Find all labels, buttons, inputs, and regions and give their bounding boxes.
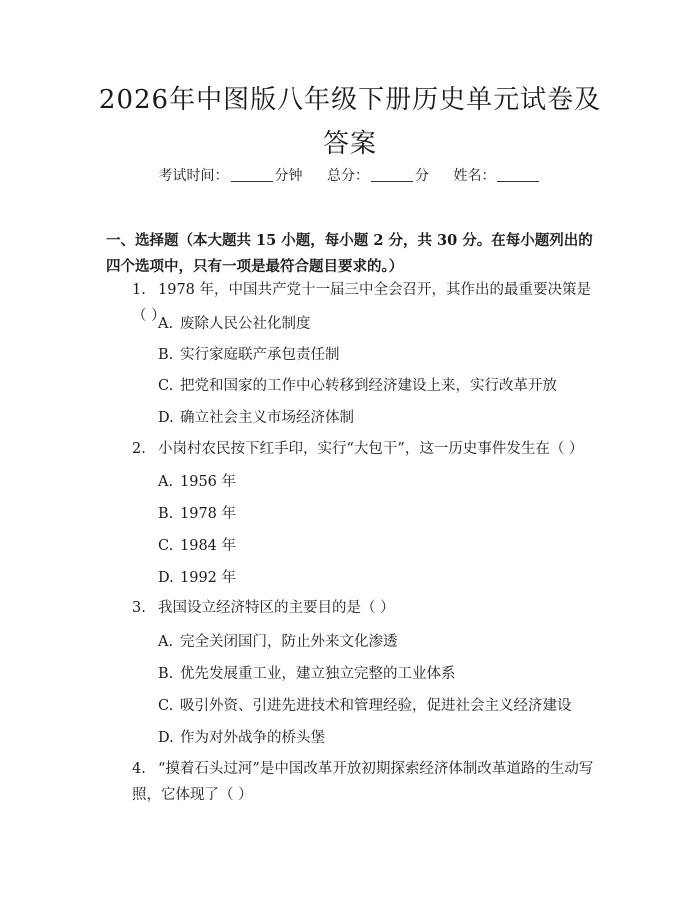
question-text: “摸着石头过河”是中国改革开放初期探索经济体制改革道路的生动写照，它体现了（ ）	[132, 761, 594, 803]
exam-name	[453, 166, 541, 186]
score-label: 总分：	[327, 168, 369, 184]
question-2	[132, 436, 602, 462]
name-blank	[497, 167, 539, 182]
option-letter: D.	[158, 730, 174, 746]
question-2-option-a	[158, 472, 598, 492]
option-text: 完全关闭国门，防止外来文化渗透	[180, 634, 398, 650]
option-letter: A.	[158, 634, 174, 650]
option-text: 确立社会主义市场经济体制	[180, 410, 354, 426]
question-3	[132, 595, 602, 621]
option-letter: C.	[158, 538, 174, 554]
option-text: 吸引外资、引进先进技术和管理经验，促进社会主义经济建设	[180, 698, 572, 714]
score-unit: 分	[415, 168, 429, 184]
option-letter: B.	[158, 666, 174, 682]
section-heading: 一、选择题（本大题共 15 小题，每小题 2 分，共 30 分。在每小题列出的四个选项中，只有一项是最符合题目要求的。）	[106, 232, 593, 275]
question-2-option-b	[158, 504, 598, 524]
question-text: 我国设立经济特区的主要目的是（ ）	[158, 600, 395, 616]
option-letter: D.	[158, 570, 174, 586]
page-title: 2026年中图版八年级下册历史单元试卷及答案	[98, 85, 602, 159]
question-3-option-b	[158, 664, 598, 684]
question-4	[132, 756, 602, 808]
option-letter: D.	[158, 410, 174, 426]
question-1-option-c	[158, 376, 598, 396]
option-text: 作为对外战争的桥头堡	[180, 730, 325, 746]
question-number: 3.	[132, 600, 146, 616]
exam-score	[327, 166, 429, 186]
question-2-option-c	[158, 536, 598, 556]
question-text: 小岗村农民按下红手印，实行“大包干”，这一历史事件发生在（ ）	[158, 441, 584, 457]
question-1-option-b	[158, 345, 598, 365]
question-1-option-a	[158, 314, 598, 334]
option-letter: A.	[158, 474, 174, 490]
option-letter: A.	[158, 316, 174, 332]
option-text: 优先发展重工业，建立独立完整的工业体系	[180, 666, 456, 682]
exam-meta	[0, 166, 700, 186]
question-3-option-c	[158, 696, 598, 716]
time-unit: 分钟	[274, 168, 303, 184]
question-number: 4.	[132, 761, 146, 777]
question-1-option-d	[158, 408, 598, 428]
option-text: 废除人民公社化制度	[180, 316, 311, 332]
time-label: 考试时间：	[158, 168, 229, 184]
score-blank	[371, 167, 413, 182]
option-text: 把党和国家的工作中心转移到经济建设上来，实行改革开放	[180, 378, 557, 394]
option-letter: B.	[158, 506, 174, 522]
question-number: 2.	[132, 441, 146, 457]
question-2-option-d	[158, 568, 598, 588]
option-letter: C.	[158, 378, 174, 394]
option-text: 1978 年	[180, 506, 237, 522]
name-label: 姓名：	[453, 168, 496, 184]
option-letter: C.	[158, 698, 174, 714]
question-number: 1.	[132, 282, 146, 298]
question-3-option-a	[158, 632, 598, 652]
exam-time	[159, 166, 303, 186]
option-text: 1984 年	[180, 538, 237, 554]
time-blank	[231, 167, 273, 182]
option-text: 实行家庭联产承包责任制	[180, 347, 340, 363]
question-text: 1978 年，中国共产党十一届三中全会召开，其作出的最重要决策是（ ）	[132, 282, 592, 324]
option-letter: B.	[158, 347, 174, 363]
question-3-option-d	[158, 728, 598, 748]
option-text: 1956 年	[180, 474, 237, 490]
option-text: 1992 年	[180, 570, 237, 586]
